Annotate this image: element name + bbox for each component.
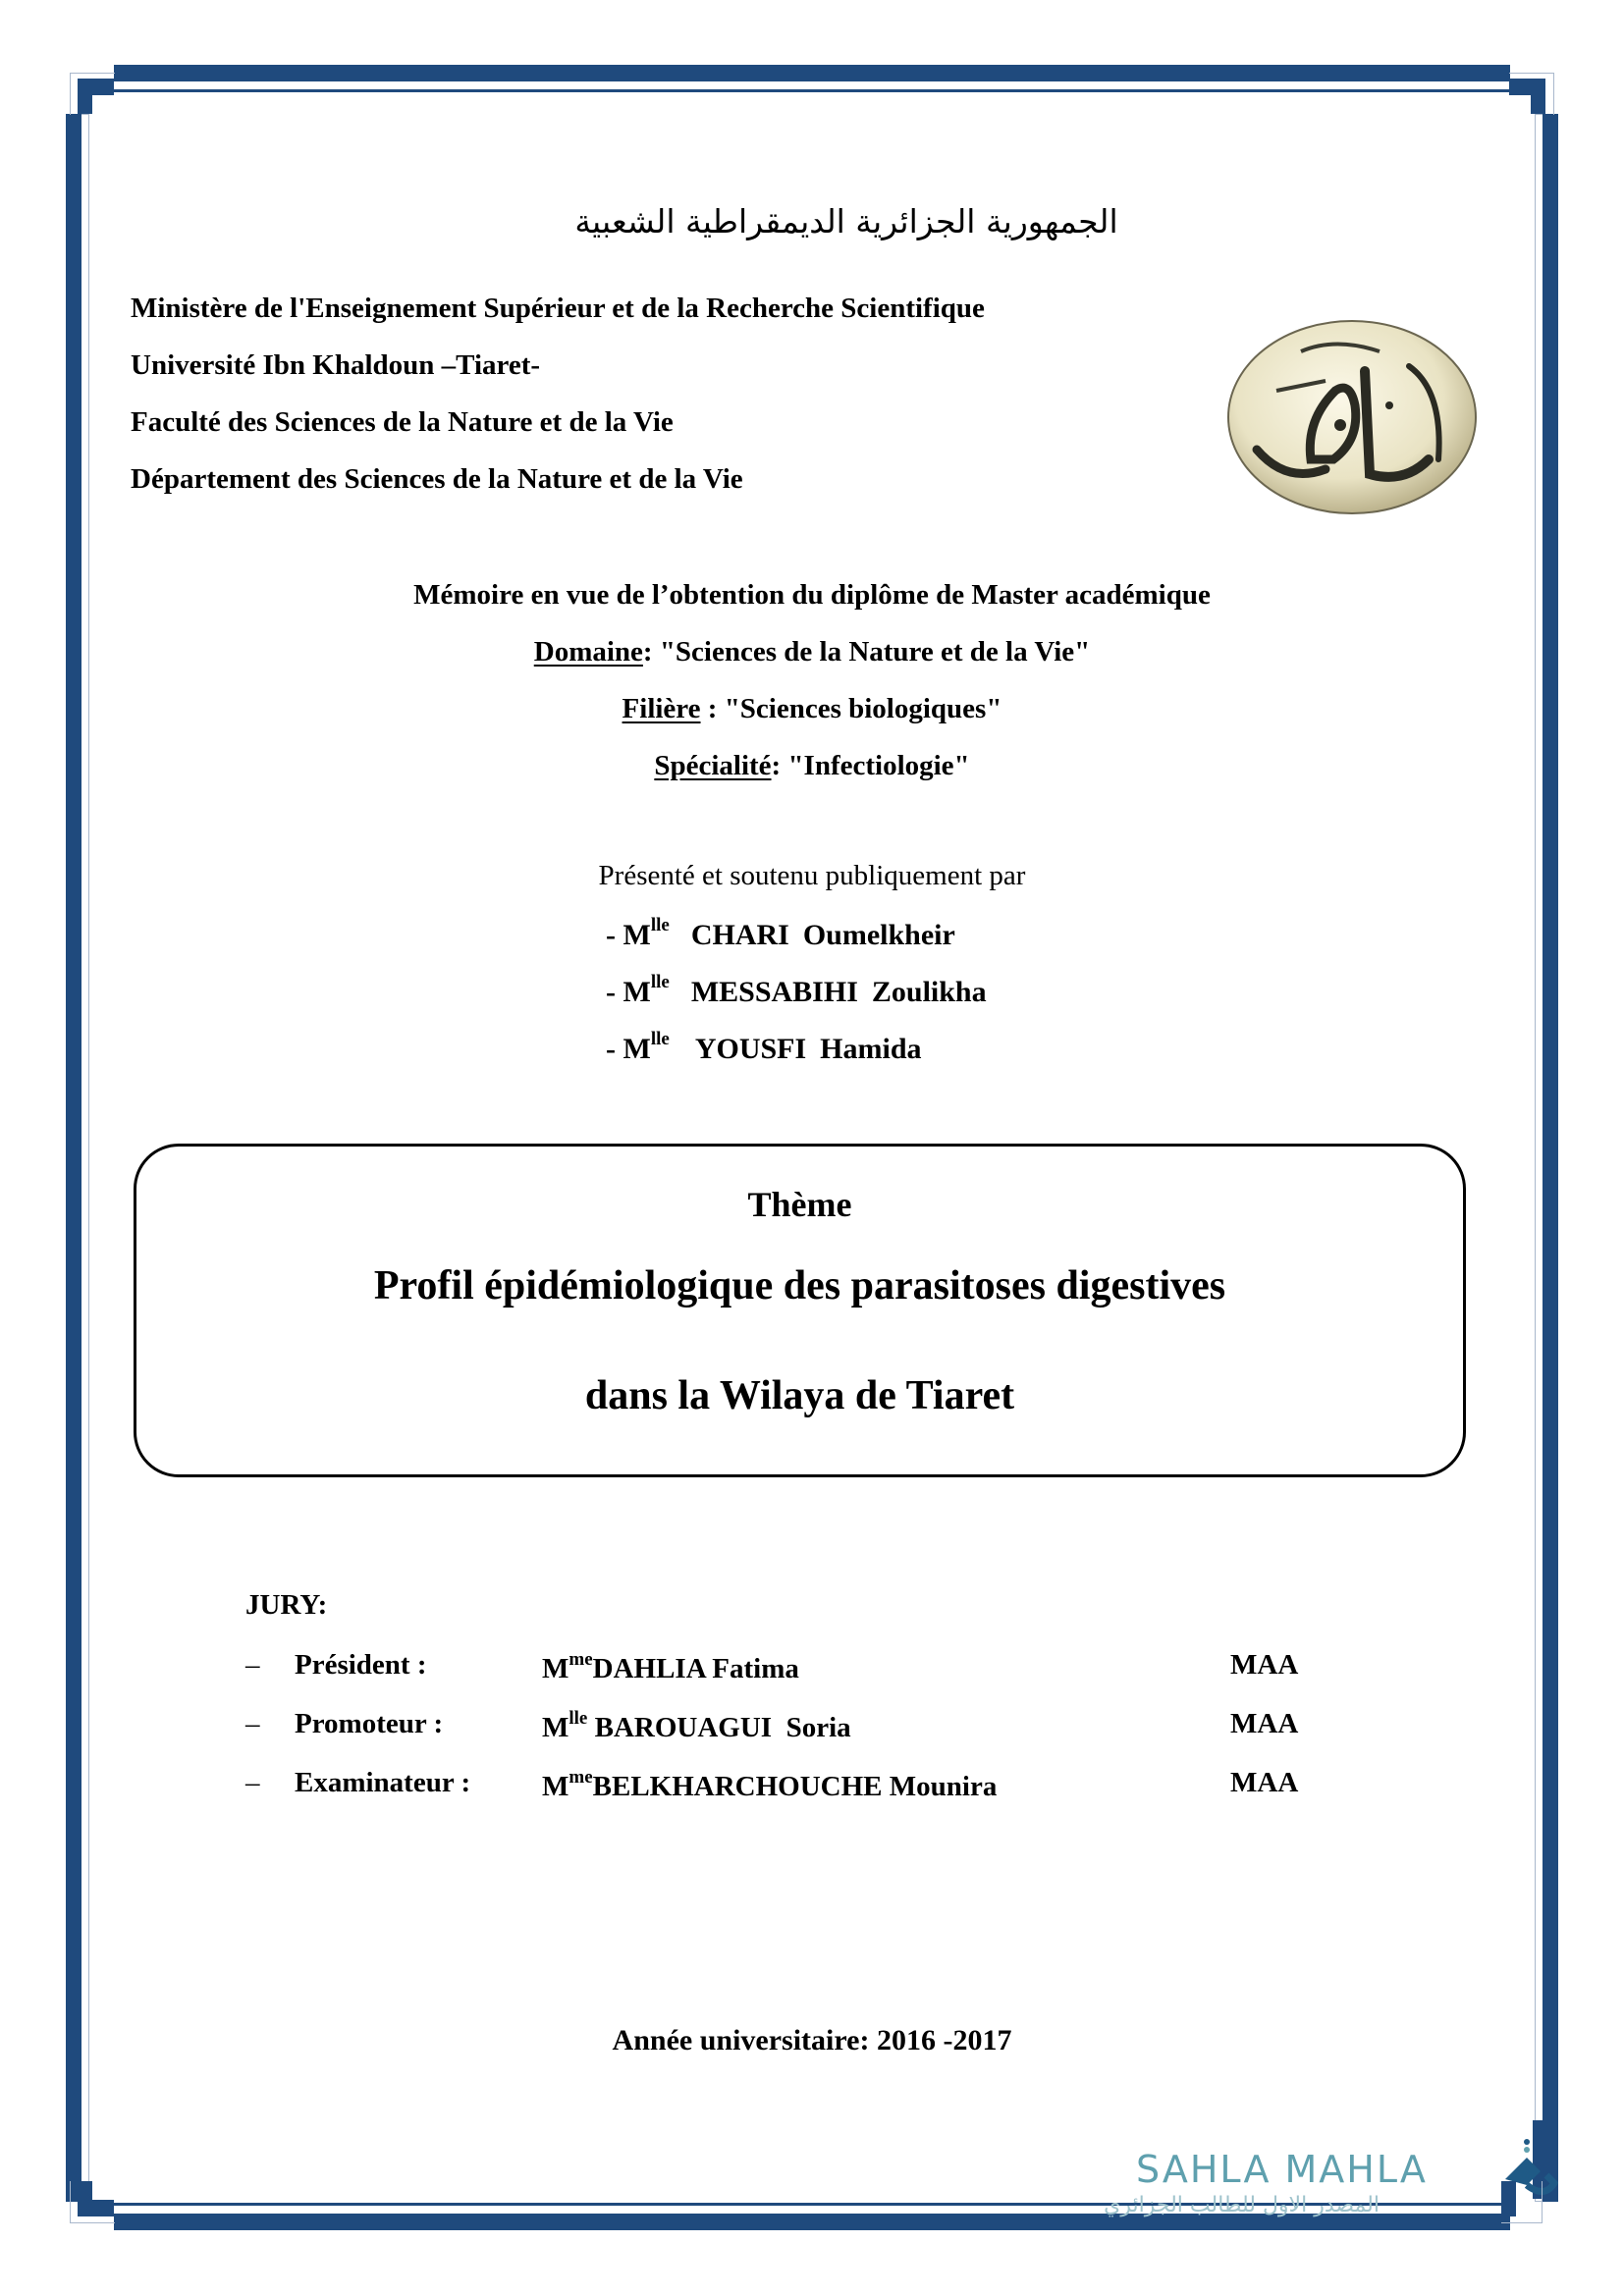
domaine-label: Domaine	[533, 636, 643, 667]
jury-person	[542, 1708, 851, 1744]
student-title: lle	[650, 915, 670, 935]
jury-person	[542, 1649, 799, 1685]
list-dash: –	[245, 1767, 260, 1798]
student-first-name: Oumelkheir	[802, 919, 955, 951]
jury-name: BELKHARCHOUCHE Mounira	[592, 1771, 998, 1802]
student-item	[606, 972, 987, 1009]
arabic-republic-title: الجمهورية الجزائرية الديمقراطية الشعبية	[574, 202, 1118, 240]
jury-name: BAROUAGUI Soria	[594, 1712, 851, 1743]
ministry-line: Ministère de l'Enseignement Supérieur et de la Recherche Scientifique	[131, 293, 985, 324]
jury-grade: MAA	[1230, 1649, 1299, 1681]
jury-name: DAHLIA Fatima	[592, 1653, 799, 1684]
specialite-value: : "Infectiologie"	[771, 750, 970, 781]
frame-right-bar	[1543, 114, 1558, 2202]
student-prefix: - M	[606, 1033, 651, 1065]
department-line: Département des Sciences de la Nature et de la Vie	[131, 463, 743, 495]
jury-role: Examinateur :	[295, 1767, 471, 1798]
presented-intro: Présenté et soutenu publiquement par	[598, 860, 1026, 891]
student-item	[606, 915, 955, 952]
jury-grade: MAA	[1230, 1708, 1299, 1739]
filiere-value: : "Sciences biologiques"	[700, 693, 1002, 724]
list-dash: –	[245, 1708, 260, 1739]
thesis-title-line-1: Profil épidémiologique des parasitoses digestives	[373, 1263, 1226, 1308]
memoire-line: Mémoire en vue de l’obtention du diplôme de Master académique	[413, 579, 1211, 611]
jury-prefix: M	[542, 1771, 569, 1802]
frame-right-line	[1535, 114, 1543, 2202]
frame-left-bar	[66, 114, 81, 2202]
specialite-line	[0, 750, 1624, 782]
student-prefix: - M	[606, 976, 651, 1008]
jury-grade: MAA	[1230, 1767, 1299, 1798]
student-first-name: Hamida	[820, 1033, 922, 1065]
jury-title: me	[568, 1767, 593, 1788]
jury-role: Président :	[295, 1649, 427, 1681]
jury-title: me	[568, 1649, 593, 1670]
list-dash: –	[245, 1649, 260, 1681]
corner-bottom-left-v	[78, 2181, 92, 2216]
university-emblem-icon	[1218, 312, 1487, 522]
jury-person	[542, 1767, 997, 1803]
student-first-name: Zoulikha	[871, 976, 987, 1008]
frame-left-line	[81, 114, 89, 2202]
jury-title: lle	[568, 1708, 588, 1729]
domaine-value: : "Sciences de la Nature et de la Vie"	[642, 636, 1091, 667]
faculty-line: Faculté des Sciences de la Nature et de la Vie	[131, 406, 674, 438]
corner-top-left-v	[78, 79, 92, 114]
student-prefix: - M	[606, 919, 651, 951]
theme-box	[134, 1144, 1466, 1477]
student-last-name: CHARI	[690, 919, 789, 951]
jury-row	[245, 1767, 1326, 1806]
theme-label: Thème	[747, 1185, 852, 1224]
jury-prefix: M	[542, 1712, 569, 1743]
filiere-label: Filière	[622, 693, 701, 724]
corner-bottom-right-outline	[1501, 2181, 1543, 2223]
filiere-line	[0, 693, 1624, 725]
student-title: lle	[650, 1029, 670, 1049]
frame-top-bar	[114, 65, 1510, 81]
thesis-title-line-2: dans la Wilaya de Tiaret	[584, 1373, 1015, 1418]
jury-prefix: M	[542, 1653, 569, 1684]
academic-year: Année universitaire: 2016 -2017	[612, 2024, 1012, 2056]
specialite-label: Spécialité	[654, 750, 772, 781]
jury-row	[245, 1708, 1326, 1747]
frame-top-line	[114, 89, 1510, 92]
jury-row	[245, 1649, 1326, 1688]
student-item	[606, 1029, 922, 1066]
student-title: lle	[650, 972, 670, 992]
student-last-name: MESSABIHI	[690, 976, 858, 1008]
domaine-line	[0, 636, 1624, 668]
student-last-name: YOUSFI	[694, 1033, 807, 1065]
watermark-brand: SAHLA MAHLA	[1136, 2148, 1428, 2191]
jury-label: JURY:	[245, 1589, 328, 1621]
watermark-tagline: المصدر الاول للطالب الجزائري	[1104, 2193, 1380, 2217]
university-line: Université Ibn Khaldoun –Tiaret-	[131, 349, 541, 381]
corner-top-right-v	[1531, 79, 1545, 114]
university-logo	[1218, 312, 1487, 522]
jury-role: Promoteur :	[295, 1708, 444, 1739]
